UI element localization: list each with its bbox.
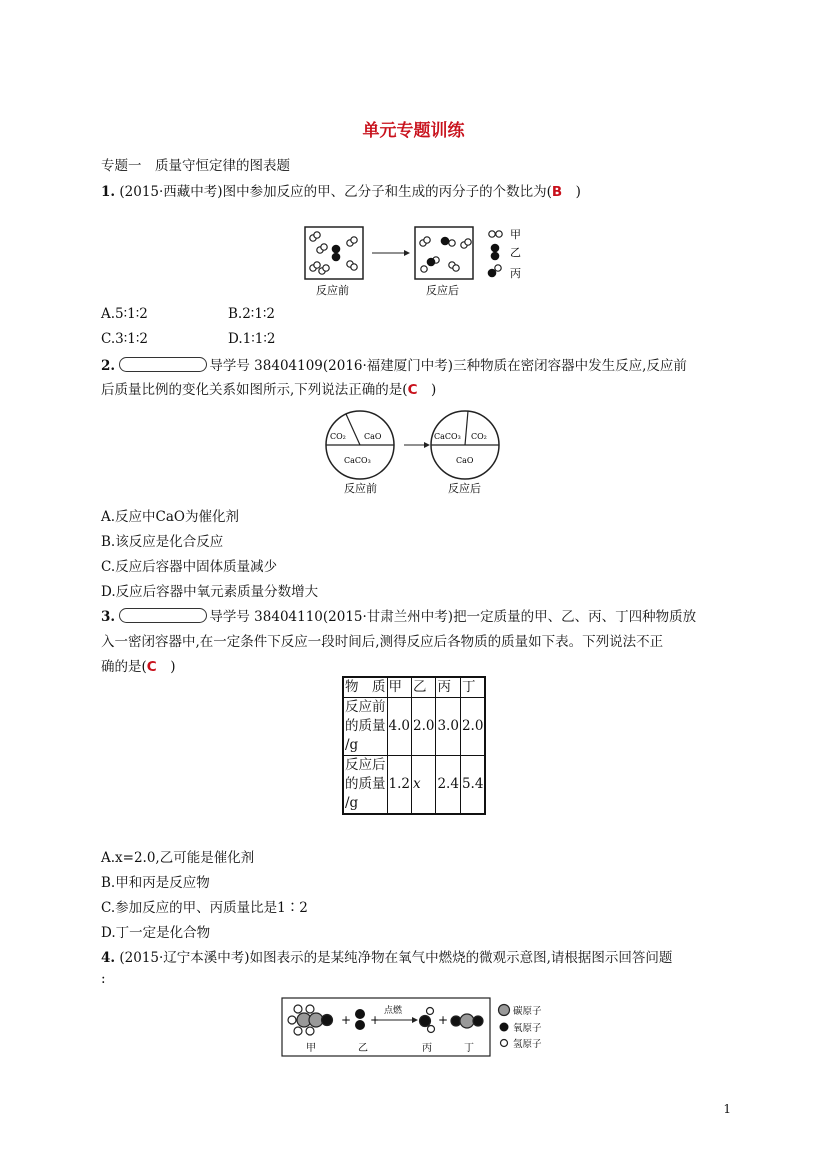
question-2-stem-b	[101, 378, 436, 398]
question-1-stem	[101, 180, 581, 200]
row-label-line: /g	[345, 737, 359, 753]
table-cell: x	[411, 756, 435, 815]
header-cell: 丙	[436, 677, 460, 698]
page-title: 单元专题训练	[362, 121, 465, 141]
answer-mark: C	[407, 382, 418, 398]
close-paren: )	[170, 659, 176, 675]
hydrogen-atom-icon	[501, 1040, 508, 1047]
header-cell: 甲	[387, 677, 411, 698]
arrow-label: 点燃	[384, 1006, 403, 1016]
row-label-line: 反应前	[345, 699, 386, 715]
label-before: 反应前	[316, 284, 349, 297]
option-c: C.反应后容器中固体质量减少	[101, 559, 278, 575]
legend-carbon: 碳原子	[513, 1006, 542, 1017]
combustion-diagram-q4	[280, 996, 552, 1060]
pie-after-caco3: CaCO₃	[434, 432, 461, 441]
legend-jia: 甲	[510, 228, 521, 241]
question-text: (2015·西藏中考)图中参加反应的甲、乙分子和生成的丙分子的个数比为(	[119, 184, 552, 200]
topic-heading: 专题一 质量守恒定律的图表题	[101, 158, 290, 174]
option-a: A.5∶1∶2	[101, 306, 148, 322]
guide-badge	[119, 608, 207, 623]
header-cell: 乙	[411, 677, 435, 698]
table-row	[343, 756, 485, 815]
page-number: 1	[723, 1102, 731, 1116]
row-label	[343, 698, 387, 756]
pie-after-co2: CO₂	[471, 432, 487, 441]
label-before: 反应前	[344, 482, 377, 495]
label-yi: 乙	[358, 1043, 368, 1054]
question-text: 导学号 38404110(2015·甘肃兰州中考)把一定质量的甲、乙、丙、丁四种物质放	[209, 609, 697, 625]
close-paren: )	[575, 184, 581, 200]
option-c: C.3∶1∶2	[101, 331, 148, 347]
question-number: 2.	[101, 358, 116, 374]
pie-diagram-q2	[320, 408, 510, 496]
pie-after-cao: CaO	[456, 456, 474, 465]
close-paren: )	[430, 382, 437, 398]
row-label-line: 的质量	[345, 776, 386, 792]
header-cell: 物 质	[343, 677, 387, 698]
table-cell: 5.4	[460, 756, 485, 815]
option-b: B.该反应是化合反应	[101, 534, 224, 550]
question-number: 4.	[101, 950, 116, 966]
question-text: 确的是(	[101, 659, 147, 675]
question-4-stem-b: :	[101, 971, 106, 987]
question-3-stem-b: 入一密闭容器中,在一定条件下反应一段时间后,测得反应后各物质的质量如下表。下列说法不正	[101, 634, 664, 650]
row-label-line: 的质量	[345, 718, 386, 734]
table-cell: 3.0	[436, 698, 460, 756]
label-bing: 丙	[422, 1043, 432, 1054]
mass-table	[342, 676, 486, 815]
table-row	[343, 698, 485, 756]
table-cell: 2.0	[460, 698, 485, 756]
option-d: D.丁一定是化合物	[101, 925, 211, 941]
oxygen-atom-icon	[500, 1023, 509, 1032]
question-text: 后质量比例的变化关系如图所示,下列说法正确的是(	[101, 382, 408, 398]
label-jia: 甲	[306, 1043, 316, 1054]
legend-hydrogen: 氢原子	[513, 1039, 542, 1050]
legend-oxygen: 氧原子	[513, 1023, 542, 1034]
question-3-stem-a	[101, 605, 696, 625]
answer-mark: B	[551, 184, 563, 200]
answer-mark: C	[146, 659, 157, 675]
label-after: 反应后	[448, 482, 481, 495]
option-b: B.甲和丙是反应物	[101, 875, 210, 891]
table-cell: 4.0	[387, 698, 411, 756]
svg-text:+: +	[341, 1013, 352, 1027]
row-label-line: /g	[345, 795, 359, 811]
row-label	[343, 756, 387, 815]
question-text: (2015·辽宁本溪中考)如图表示的是某纯净物在氧气中燃烧的微观示意图,请根据图示回答问题	[119, 950, 673, 966]
label-ding: 丁	[464, 1043, 474, 1054]
question-number: 1.	[101, 184, 116, 200]
legend-bing: 丙	[510, 267, 521, 280]
table-header-row	[343, 677, 485, 698]
option-b: B.2∶1∶2	[228, 306, 276, 322]
question-2-stem-a	[101, 354, 687, 374]
label-after: 反应后	[426, 284, 459, 297]
carbon-atom-icon	[499, 1005, 510, 1016]
table-cell: 2.0	[411, 698, 435, 756]
row-label-line: 反应后	[345, 757, 386, 773]
option-a: A.x=2.0,乙可能是催化剂	[101, 850, 255, 866]
guide-badge	[119, 357, 207, 372]
svg-text:+: +	[370, 1013, 381, 1027]
table-cell: 2.4	[436, 756, 460, 815]
reaction-diagram-q1	[300, 222, 540, 302]
svg-text:+: +	[438, 1013, 449, 1027]
option-d: D.反应后容器中氧元素质量分数增大	[101, 584, 319, 600]
option-a: A.反应中CaO为催化剂	[101, 509, 239, 525]
question-3-stem-c	[101, 655, 175, 675]
pie-before-co2: CO₂	[330, 432, 346, 441]
option-c: C.参加反应的甲、丙质量比是1∶2	[101, 900, 308, 916]
pie-before-caco3: CaCO₃	[344, 456, 371, 465]
header-cell: 丁	[460, 677, 485, 698]
question-number: 3.	[101, 609, 116, 625]
option-d: D.1∶1∶2	[228, 331, 276, 347]
question-text: 导学号 38404109(2016·福建厦门中考)三种物质在密闭容器中发生反应,反应前	[209, 358, 687, 374]
legend-yi: 乙	[510, 246, 521, 259]
pie-before-cao: CaO	[364, 432, 382, 441]
question-4-stem-a	[101, 946, 672, 966]
table-cell: 1.2	[387, 756, 411, 815]
